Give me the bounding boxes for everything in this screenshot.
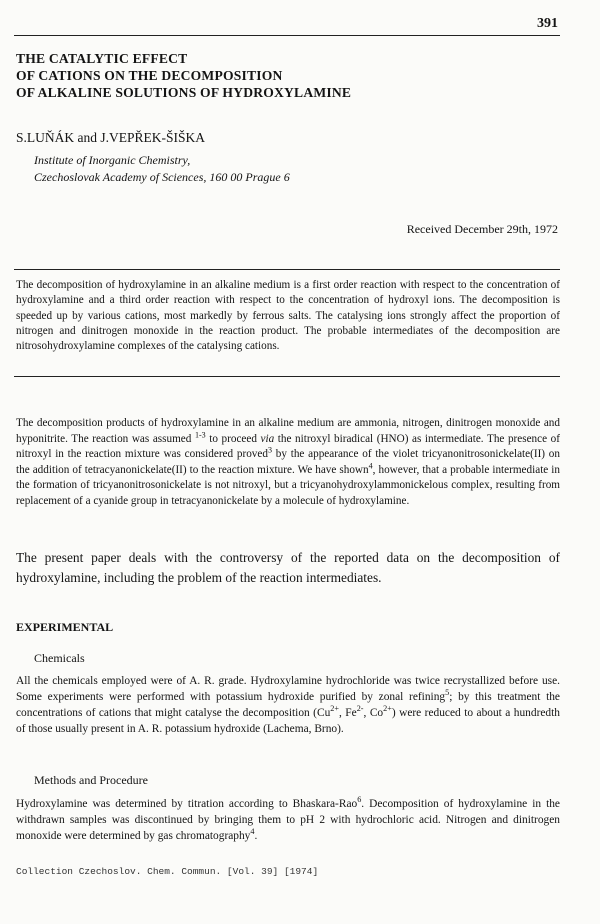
title-line: OF CATIONS ON THE DECOMPOSITION [16,68,283,83]
chemicals-paragraph [16,673,560,737]
text-run: , however, that a probable intermediate in the formation of tricyanonitrosonickelate is not nitroxyl, but a tricyanohydroxylammonickelous complex, resulting from replacement of a cyanide group in tetracyanonickelate by a molecule of hydroxylamine. [16,463,561,507]
abstract-top-rule [14,269,560,270]
subheading-chemicals: Chemicals [34,651,85,665]
text-run: . [254,830,258,842]
abstract: The decomposition of hydroxylamine in an alkaline medium is a first order reaction with respect to the concentration of hydroxylamine and a third order reaction with respect to the concentration of hydroxyl ions. The decomposition is speeded up by various cations, most markedly by ferrous salts. The catalysing ions strongly affect the proportion of nitrogen and dinitrogen monoxide in the reaction product. The probable intermediates of the decomposition are nitrosohydroxylamine complexes of the catalysing cations. [16,279,560,353]
reference-superscript: 4 [250,827,255,837]
title-line: THE CATALYTIC EFFECT [16,51,188,66]
ion-charge: 2+ [383,704,392,714]
text-run: the nitroxyl biradical (HNO) as intermediate. The presence of nitroxyl in the reaction mixture was considered proved [16,432,560,460]
text-run: ) were reduced to about a hundredth of those usually present in A. R. potassium hydroxide (Lachema, Brno). [16,707,560,735]
affiliation-line: Czechoslovak Academy of Sciences, 160 00 Prague 6 [34,170,290,184]
text-run: by the appearance of the violet tricyanonitrosonickelate(II) on the addition of tetracyanonickelate(II) to the reaction mixture. We have shown [16,448,560,476]
authors: S.LUŇÁK and J.VEPŘEK-ŠIŠKA [16,130,206,145]
header-rule [14,35,560,36]
ion-charge: 2+ [330,704,339,714]
ion-charge: 2- [356,704,364,714]
text-run: to proceed [205,432,261,445]
reference-superscript: 1-3 [194,429,206,439]
italic-text: via [260,432,275,445]
reference-superscript: 5 [445,688,450,698]
journal-citation-footer: Collection Czechoslov. Chem. Commun. [Vol. 39] [1974] [16,866,319,877]
methods-paragraph [16,796,560,844]
text-run: , Co [363,707,384,719]
section-heading-experimental: EXPERIMENTAL [16,620,114,634]
reference-superscript: 6 [357,795,362,805]
article-title [16,50,556,101]
text-run: The decomposition products of hydroxylamine in an alkaline medium are ammonia, nitrogen, dinitrogen monoxide and hyponitrite. The reaction was assumed [16,417,560,445]
text-run: All the chemicals employed were of A. R. grade. Hydroxylamine hydrochloride was twice recrystallized before use. Some experiments were performed with potassium hydroxide purified by zonal refining [16,675,560,703]
page-number: 391 [537,16,558,31]
subheading-methods: Methods and Procedure [34,773,148,787]
affiliation [34,152,290,186]
received-date: Received December 29th, 1972 [406,222,558,236]
abstract-bottom-rule [14,376,560,377]
scope-paragraph: The present paper deals with the controversy of the reported data on the decomposition of hydroxylamine, including the problem of the reaction intermediates. [16,550,560,585]
text-run: ; by this treatment the concentrations of cations that might catalyse the decomposition (Cu [16,691,560,719]
intro-paragraph [16,416,560,509]
affiliation-line: Institute of Inorganic Chemistry, [34,153,191,167]
text-run: . Decomposition of hydroxylamine in the withdrawn samples was discontinued by bringing them to pH 2 with hydrochloric acid. Nitrogen and dinitrogen monoxide were determined by gas chromatography [16,798,560,842]
text-run: Hydroxylamine was determined by titration according to Bhaskara-Rao [16,798,358,810]
text-run: , Fe [338,707,357,719]
title-line: OF ALKALINE SOLUTIONS OF HYDROXYLAMINE [16,85,352,100]
reference-superscript: 3 [267,445,272,455]
reference-superscript: 4 [368,460,373,470]
